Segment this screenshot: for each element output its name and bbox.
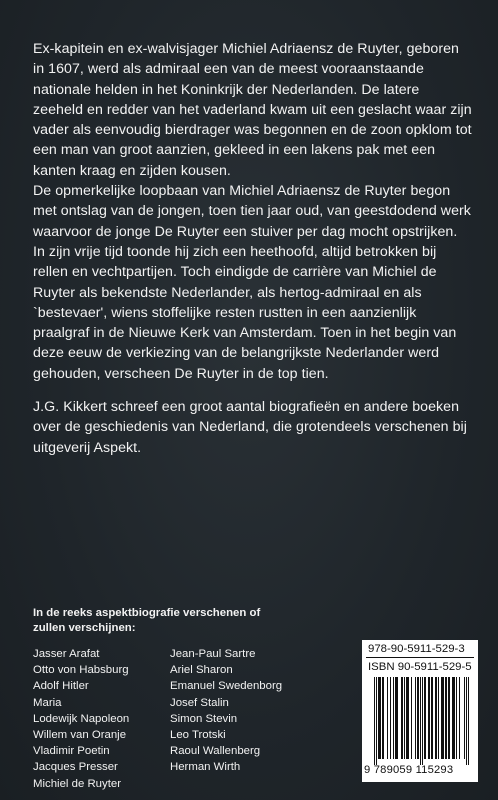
- barcode-bar: [411, 677, 412, 759]
- barcode-bar: [417, 677, 418, 759]
- barcode-bar: [429, 677, 430, 759]
- barcode-bar: [432, 677, 433, 759]
- series-title: Jacques Presser: [33, 761, 118, 774]
- barcode-bar: [459, 677, 460, 759]
- barcode-bar: [464, 677, 465, 759]
- series-title: Jasser Arafat: [33, 648, 100, 660]
- barcode-bar: [393, 677, 394, 759]
- series-title: Vladimir Poetin: [33, 745, 110, 758]
- barcode-bar: [453, 677, 454, 759]
- series-column-2: [170, 646, 310, 776]
- barcode-bar: [424, 677, 425, 759]
- series-column-1: [33, 646, 173, 792]
- barcode-bar: [407, 677, 408, 759]
- barcode-bar: [454, 677, 455, 759]
- barcode-bar: [408, 677, 409, 759]
- blurb-paragraph-1: Ex-kapitein en ex-walvisjager Michiel Adriaensz de Ruyter, geboren in 1607, werd als admiraal een van de meest vooraanstaande nationale helden in het Koninkrijk der Nederlanden. De latere zeeheld en redder van het vaderland kwam uit een geslacht waar zijn vader als eenvoudig bierdrager was begonnen en de zoon opklom tot een man van groot aanzien, gekleed in een lakens pak met een kanten kraag en zijden kousen.: [33, 41, 472, 179]
- barcode-bar: [404, 677, 405, 759]
- barcode-digits: 9 789059 115293: [364, 764, 454, 776]
- barcode-bar: [443, 677, 444, 759]
- barcode-bar: [449, 677, 450, 759]
- series-title: Adolf Hitler: [33, 680, 89, 693]
- barcode-bar: [435, 677, 436, 759]
- barcode-bar: [452, 677, 453, 759]
- series-title: Raoul Wallenberg: [170, 745, 261, 758]
- isbn-barcode-label: [362, 640, 478, 782]
- barcode-bar: [374, 677, 375, 765]
- barcode-bar: [468, 677, 469, 765]
- barcode-bar: [431, 677, 432, 759]
- barcode-bar: [382, 677, 383, 759]
- series-title: Maria: [33, 696, 62, 709]
- series-title: Ariel Sharon: [170, 664, 233, 677]
- barcode-bar: [397, 677, 398, 759]
- barcode-bar: [415, 677, 416, 759]
- barcode-bar: [406, 677, 407, 759]
- barcode-bar: [441, 677, 442, 759]
- barcode-bar: [456, 677, 457, 759]
- barcode-bar: [376, 677, 377, 765]
- series-title: Otto von Habsburg: [33, 664, 129, 677]
- series-title: Emanuel Swedenborg: [170, 680, 283, 693]
- blurb-author-paragraph: J.G. Kikkert schreef een groot aantal biografieën en andere boeken over de geschiedenis van Nederland, die grotendeels verschenen bij uitgeverij Aspekt.: [33, 399, 467, 456]
- series-title: Herman Wirth: [170, 761, 241, 774]
- barcode-bar: [442, 677, 443, 759]
- series-title: Willem van Oranje: [33, 729, 127, 742]
- series-title: Jean-Paul Sartre: [170, 648, 256, 660]
- barcode-bar: [378, 677, 379, 759]
- barcode-bar: [438, 677, 439, 759]
- barcode-bar: [383, 677, 384, 759]
- isbn-13: 978-90-5911-529-3: [368, 643, 465, 655]
- series-title: Leo Trotski: [170, 729, 226, 742]
- barcode-bar: [395, 677, 396, 759]
- series-heading: In de reeks aspektbiografie verschenen of zullen verschijnen:: [33, 607, 261, 634]
- series-title: Josef Stalin: [170, 696, 229, 709]
- barcode-bar: [445, 677, 446, 759]
- blurb-text: [33, 39, 473, 458]
- barcode-bar: [420, 677, 421, 765]
- divider: [366, 657, 474, 658]
- barcode-bar: [401, 677, 402, 759]
- barcode-bar: [387, 677, 388, 759]
- barcode-bar: [466, 677, 467, 765]
- barcode-bar: [402, 677, 403, 759]
- barcode-bar: [425, 677, 426, 759]
- barcode-bar: [379, 677, 380, 759]
- barcode-bar: [436, 677, 437, 759]
- series-title: Lodewijk Napoleon: [33, 712, 130, 725]
- barcode-bar: [428, 677, 429, 759]
- barcode-bar: [396, 677, 397, 759]
- barcode-bar: [418, 677, 419, 759]
- barcode-bar: [446, 677, 447, 759]
- barcode-bar: [390, 677, 391, 759]
- series-title: Michiel de Ruyter: [33, 777, 121, 790]
- barcode-bar: [422, 677, 423, 765]
- isbn-10: ISBN 90-5911-529-5: [368, 661, 472, 673]
- series-title: Simon Stevin: [170, 712, 238, 725]
- barcode-icon: [374, 677, 469, 765]
- barcode-bar: [380, 677, 381, 759]
- blurb-paragraph-2: De opmerkelijke loopbaan van Michiel Adriaensz de Ruyter begon met ontslag van de jongen, toen tien jaar oud, van geestdodend werk waarvoor de jonge De Ruyter een stuiver per dag mocht opstrijken. In zijn vrije tijd toonde hij zich een heethoofd, altijd betrokken bij rellen en vechtpartijen. Toch eindigde de carrière van Michiel de Ruyter als bekendste Nederlander, als hertog-admiraal en als `bestevaer', wiens stoffelijke resten rustten in een aanzienlijk praalgraf in de Nieuwe Kerk van Amsterdam. Toen in het begin van deze eeuw de verkiezing van de belangrijkste Nederlander werd gehouden, verscheen De Ruyter in de top tien.: [33, 183, 471, 382]
- barcode-bar: [448, 677, 449, 759]
